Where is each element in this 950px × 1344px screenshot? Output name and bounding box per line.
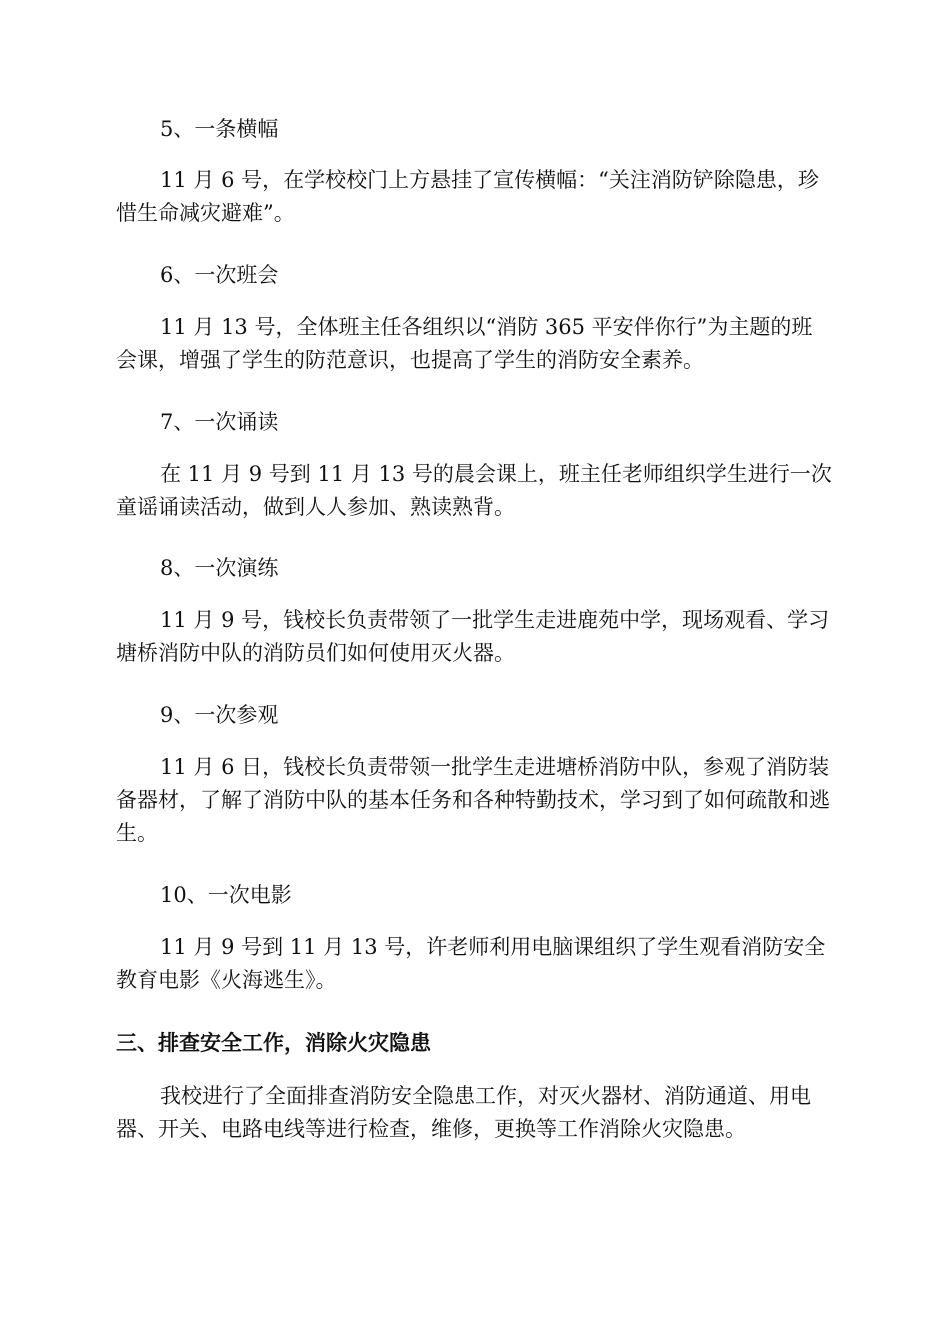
- item-5-title: 5、一条横幅: [160, 117, 279, 141]
- item-9-title: 9、一次参观: [160, 703, 279, 727]
- item-7-title: 7、一次诵读: [160, 410, 279, 434]
- item-10-body: 11 月 9 号到 11 月 13 号，许老师利用电脑课组织了学生观看消防安全教育电影《火海逃生》。: [116, 935, 826, 992]
- item-6-title: 6、一次班会: [160, 263, 279, 287]
- item-8-body: 11 月 9 号，钱校长负责带领了一批学生走进鹿苑中学，现场观看、学习塘桥消防中队的消防员们如何使用灭火器。: [116, 608, 830, 665]
- item-10-title: 10、一次电影: [160, 883, 292, 907]
- item-8-title: 8、一次演练: [160, 556, 279, 580]
- section-3-heading: 三、排查安全工作，消除火灾隐患: [116, 1031, 431, 1055]
- item-5-body: 11 月 6 号，在学校校门上方悬挂了宣传横幅：“关注消防铲除隐患，珍惜生命减灾避难”。: [116, 168, 819, 225]
- section-3-body: 我校进行了全面排查消防安全隐患工作，对灭火器材、消防通道、用电器、开关、电路电线等进行检查，维修，更换等工作消除火灾隐患。: [116, 1084, 811, 1141]
- item-9-body: 11 月 6 日，钱校长负责带领一批学生走进塘桥消防中队，参观了消防装备器材，了解了消防中队的基本任务和各种特勤技术，学习到了如何疏散和逃生。: [116, 755, 830, 845]
- item-7-body: 在 11 月 9 号到 11 月 13 号的晨会课上，班主任老师组织学生进行一次童谣诵读活动，做到人人参加、熟读熟背。: [116, 462, 832, 519]
- item-6-body: 11 月 13 号，全体班主任各组织以“消防 365 平安伴你行”为主题的班会课，增强了学生的防范意识，也提高了学生的消防安全素养。: [116, 315, 813, 372]
